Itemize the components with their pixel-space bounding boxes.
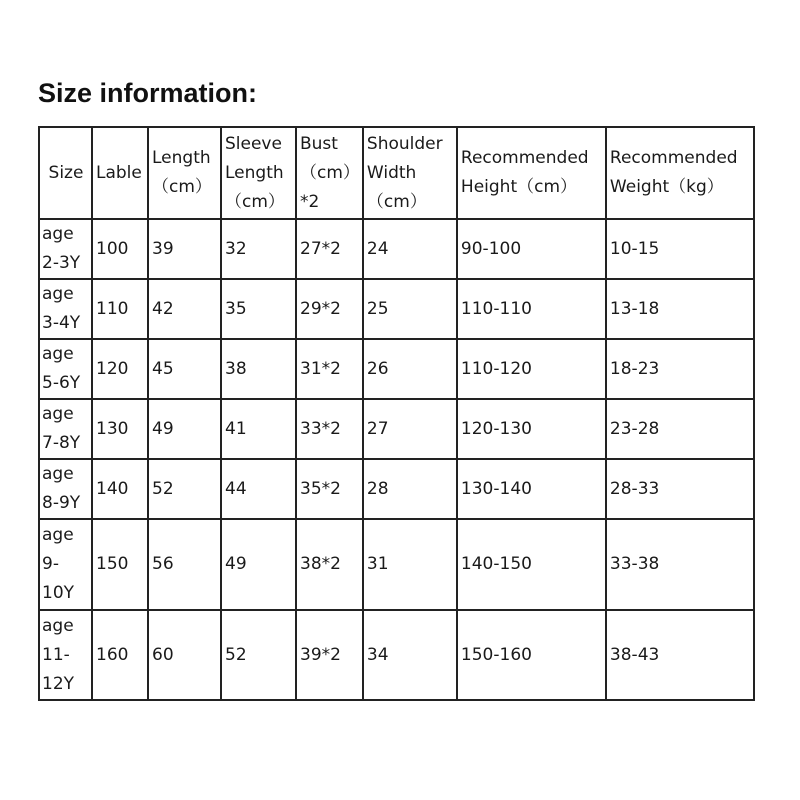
cell-label: 140: [92, 459, 148, 519]
cell-length: 49: [148, 399, 221, 459]
cell-recommended-weight: 18-23: [606, 339, 754, 399]
cell-sleeve-length: 41: [221, 399, 296, 459]
cell-age: age 2-3Y: [39, 219, 92, 279]
header-length: Length （cm）: [148, 127, 221, 219]
header-recommended-height: Recommended Height（cm）: [457, 127, 606, 219]
cell-shoulder-width: 25: [363, 279, 457, 339]
cell-age: age 3-4Y: [39, 279, 92, 339]
header-shoulder-width: Shoulder Width （cm）: [363, 127, 457, 219]
cell-label: 100: [92, 219, 148, 279]
cell-recommended-weight: 38-43: [606, 610, 754, 700]
cell-label: 160: [92, 610, 148, 700]
cell-recommended-height: 130-140: [457, 459, 606, 519]
cell-sleeve-length: 44: [221, 459, 296, 519]
cell-age: age 5-6Y: [39, 339, 92, 399]
cell-recommended-height: 150-160: [457, 610, 606, 700]
table-row: [39, 279, 754, 339]
header-bust: Bust （cm） *2: [296, 127, 363, 219]
cell-label: 130: [92, 399, 148, 459]
cell-recommended-weight: 23-28: [606, 399, 754, 459]
cell-recommended-weight: 28-33: [606, 459, 754, 519]
cell-label: 120: [92, 339, 148, 399]
cell-sleeve-length: 38: [221, 339, 296, 399]
cell-age: age 8-9Y: [39, 459, 92, 519]
table-row: [39, 219, 754, 279]
cell-recommended-weight: 10-15: [606, 219, 754, 279]
cell-sleeve-length: 32: [221, 219, 296, 279]
cell-length: 39: [148, 219, 221, 279]
cell-shoulder-width: 28: [363, 459, 457, 519]
page-title: Size information:: [38, 78, 258, 108]
cell-bust: 38*2: [296, 519, 363, 610]
cell-shoulder-width: 26: [363, 339, 457, 399]
cell-label: 150: [92, 519, 148, 610]
cell-recommended-weight: 13-18: [606, 279, 754, 339]
cell-sleeve-length: 49: [221, 519, 296, 610]
cell-bust: 27*2: [296, 219, 363, 279]
header-size: Size: [39, 127, 92, 219]
size-table: [38, 126, 755, 701]
cell-age: age 7-8Y: [39, 399, 92, 459]
cell-label: 110: [92, 279, 148, 339]
cell-shoulder-width: 31: [363, 519, 457, 610]
cell-bust: 31*2: [296, 339, 363, 399]
cell-length: 45: [148, 339, 221, 399]
cell-length: 42: [148, 279, 221, 339]
cell-sleeve-length: 35: [221, 279, 296, 339]
cell-recommended-height: 110-120: [457, 339, 606, 399]
cell-recommended-height: 110-110: [457, 279, 606, 339]
cell-shoulder-width: 27: [363, 399, 457, 459]
cell-recommended-height: 120-130: [457, 399, 606, 459]
table-row: [39, 399, 754, 459]
cell-recommended-weight: 33-38: [606, 519, 754, 610]
cell-recommended-height: 140-150: [457, 519, 606, 610]
cell-bust: 35*2: [296, 459, 363, 519]
cell-length: 56: [148, 519, 221, 610]
cell-age: age 11- 12Y: [39, 610, 92, 700]
cell-bust: 39*2: [296, 610, 363, 700]
table-row: [39, 339, 754, 399]
header-row: [39, 127, 754, 219]
cell-shoulder-width: 34: [363, 610, 457, 700]
header-sleeve-length: Sleeve Length （cm）: [221, 127, 296, 219]
table-row: [39, 610, 754, 700]
cell-length: 52: [148, 459, 221, 519]
cell-sleeve-length: 52: [221, 610, 296, 700]
cell-length: 60: [148, 610, 221, 700]
table-row: [39, 459, 754, 519]
cell-age: age 9- 10Y: [39, 519, 92, 610]
cell-shoulder-width: 24: [363, 219, 457, 279]
cell-bust: 29*2: [296, 279, 363, 339]
cell-bust: 33*2: [296, 399, 363, 459]
table-row: [39, 519, 754, 610]
header-recommended-weight: Recommended Weight（kg）: [606, 127, 754, 219]
cell-recommended-height: 90-100: [457, 219, 606, 279]
header-label: Lable: [92, 127, 148, 219]
